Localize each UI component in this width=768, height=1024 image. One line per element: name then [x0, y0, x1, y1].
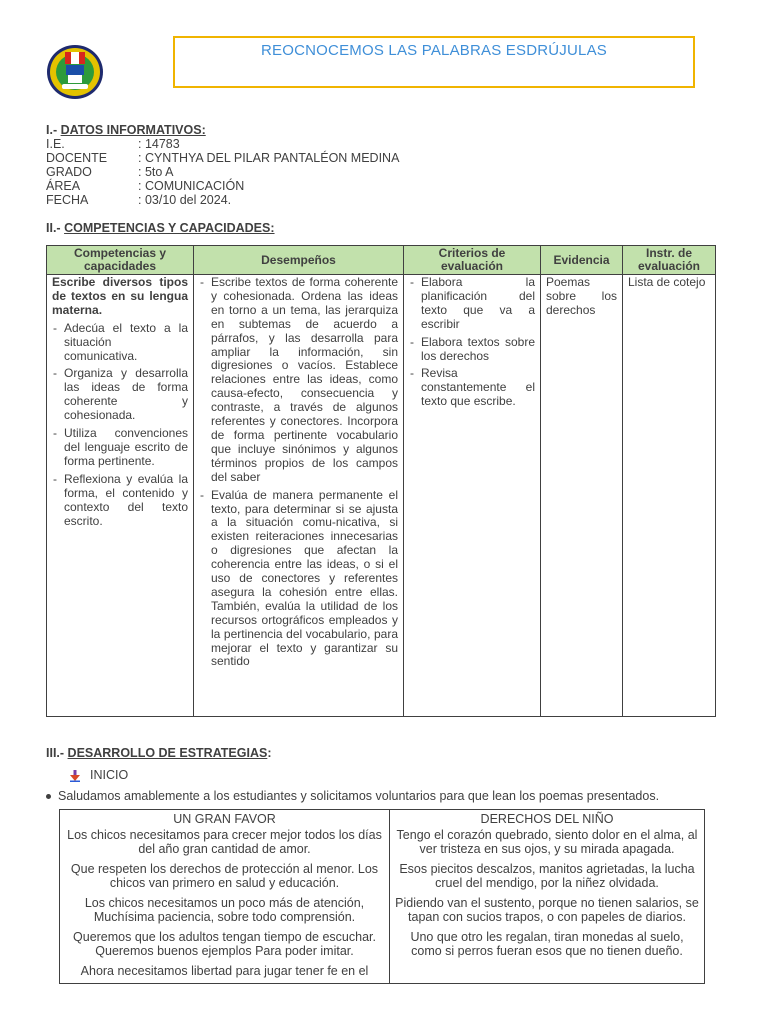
capacidades-list — [52, 322, 188, 529]
info-row-grado — [46, 165, 173, 179]
bullet-text: Saludamos amablemente a los estudiantes y solicitamos voluntarios para que lean los poemas presentados. — [58, 789, 660, 803]
table-row — [47, 275, 716, 717]
cell-desempenos — [194, 275, 404, 717]
section-2-title: COMPETENCIAS Y CAPACIDADES: — [64, 221, 275, 235]
section-3-title: DESARROLLO DE ESTRATEGIAS — [67, 746, 268, 760]
section-1-number: I.- — [46, 123, 58, 137]
poem-right — [390, 828, 705, 984]
criterios-list — [409, 276, 535, 409]
cell-competencias — [47, 275, 194, 717]
info-label: FECHA — [46, 193, 89, 207]
poem-stanza: Uno que otro les regalan, tiran monedas al suelo, como si perros fueran esos que no tienen dueño. — [410, 929, 684, 958]
poem-body-row — [60, 828, 705, 984]
header-competencias: Competencias y capacidades — [47, 246, 194, 275]
section-2-heading — [46, 221, 275, 235]
header-criterios: Criterios de evaluación — [404, 246, 541, 275]
list-item: - Escribe textos de forma coherente y cohesionada. Ordena las ideas en torno a un tema, las jerarquiza en subtemas de acuerdo a párrafos, y las desarrolla para ampliar la información, sin digresiones o vacíos. Establece relaciones entre las ideas, como causa-efecto, consecuencia y contraste, a través de algunos referentes y conectores. Incorpora de forma pertinente vocabulario que incluye sinónimos y algunos términos propios de los campos del saber — [199, 276, 398, 485]
poem-title-right: DERECHOS DEL NIÑO — [390, 810, 705, 828]
section-2-number: II.- — [46, 221, 61, 235]
list-item: - Evalúa de manera permanente el texto, para determinar si se ajusta a la situación comu-nicativa, si existen reiteraciones innecesarias o digresiones que afectan la coherencia entre las ideas, o si el uso de conectores y referentes asegura la cohesión entre ellas. También, evalúa la utilidad de los recursos ortográficos empleados y la pertinencia del vocabulario, para mejorar el texto y garantizar su sentido — [199, 489, 398, 670]
section-1-heading — [46, 123, 206, 137]
poem-stanza: Ahora necesitamos libertad para jugar tener fe en el — [80, 963, 369, 978]
list-item: - Elabora textos sobre los derechos — [409, 336, 535, 364]
poems-table — [59, 809, 705, 984]
section-3-heading — [46, 746, 272, 760]
header-instrumento: Instr. de evaluación — [623, 246, 716, 275]
info-label: GRADO — [46, 165, 92, 179]
poem-stanza: Tengo el corazón quebrado, siento dolor en el alma, al ver tristeza en sus ojos, y su mirada apagada. — [396, 827, 698, 856]
header-desempenos: Desempeños — [194, 246, 404, 275]
info-row-docente — [46, 151, 399, 165]
list-item: - Utiliza convenciones del lenguaje escrito de forma pertinente. — [52, 427, 188, 469]
info-row-ie — [46, 137, 180, 151]
header-evidencia: Evidencia — [541, 246, 623, 275]
list-item: - Adecúa el texto a la situación comunicativa. — [52, 322, 188, 364]
poem-stanza: Queremos que los adultos tengan tiempo de escuchar. Queremos buenos ejemplos Para poder imitar. — [73, 929, 376, 958]
bullet-icon — [46, 794, 51, 799]
poem-title-row — [60, 810, 705, 828]
poem-stanza: Pidiendo van el sustento, porque no tienen salarios, se tapan con sucios trapos, o con papeles de diarios. — [395, 895, 699, 924]
info-row-fecha — [46, 193, 231, 207]
poem-left — [60, 828, 390, 984]
list-item: - Organiza y desarrolla las ideas de forma coherente y cohesionada. — [52, 367, 188, 423]
poem-stanza: Los chicos necesitamos un poco más de atención, Muchísima paciencia, sobre todo comprensión. — [84, 895, 365, 924]
info-label: DOCENTE — [46, 151, 108, 165]
info-label: ÁREA — [46, 179, 81, 193]
poem-stanza: Que respeten los derechos de protección al menor. Los chicos van primero en salud y educación. — [70, 861, 379, 890]
competencia-text: Escribe diversos tipos de textos en su lengua materna. — [52, 275, 188, 317]
poem-title-left: UN GRAN FAVOR — [60, 810, 390, 828]
page-title: REOCNOCEMOS LAS PALABRAS ESDRÚJULAS — [261, 42, 607, 59]
info-label: I.E. — [46, 137, 65, 151]
intro-bullet — [46, 789, 659, 803]
inicio-heading — [70, 768, 128, 782]
school-logo — [46, 44, 104, 100]
info-value: : 14783 — [138, 137, 180, 151]
info-value: : 03/10 del 2024. — [138, 193, 232, 207]
info-row-area — [46, 179, 244, 193]
list-item: - Elabora la planificación del texto que va a escribir — [409, 276, 535, 332]
section-3-colon: : — [267, 746, 272, 760]
info-value: : CYNTHYA DEL PILAR PANTALÉON MEDINA — [138, 151, 400, 165]
table-header-row — [47, 246, 716, 275]
list-item: - Revisa constantemente el texto que escribe. — [409, 367, 535, 409]
info-value: : COMUNICACIÓN — [138, 179, 245, 193]
section-1-title: DATOS INFORMATIVOS: — [60, 123, 206, 137]
cell-criterios — [404, 275, 541, 717]
cell-instrumento: Lista de cotejo — [623, 275, 716, 717]
cell-evidencia: Poemas sobre los derechos — [541, 275, 623, 717]
arrow-down-icon — [70, 770, 80, 782]
list-item: - Reflexiona y evalúa la forma, el contenido y contexto del texto escrito. — [52, 473, 188, 529]
info-value: : 5to A — [138, 165, 174, 179]
inicio-label: INICIO — [90, 768, 129, 782]
title-box — [173, 36, 695, 88]
section-3-number: III.- — [46, 746, 65, 760]
desempenos-list — [199, 276, 398, 669]
poem-stanza: Esos piecitos descalzos, manitos agrietadas, la lucha cruel del mendigo, por la niñez olvidada. — [399, 861, 695, 890]
poem-stanza: Los chicos necesitamos para crecer mejor todos los días del año gran cantidad de amor. — [67, 827, 382, 856]
competencias-table — [46, 245, 716, 717]
